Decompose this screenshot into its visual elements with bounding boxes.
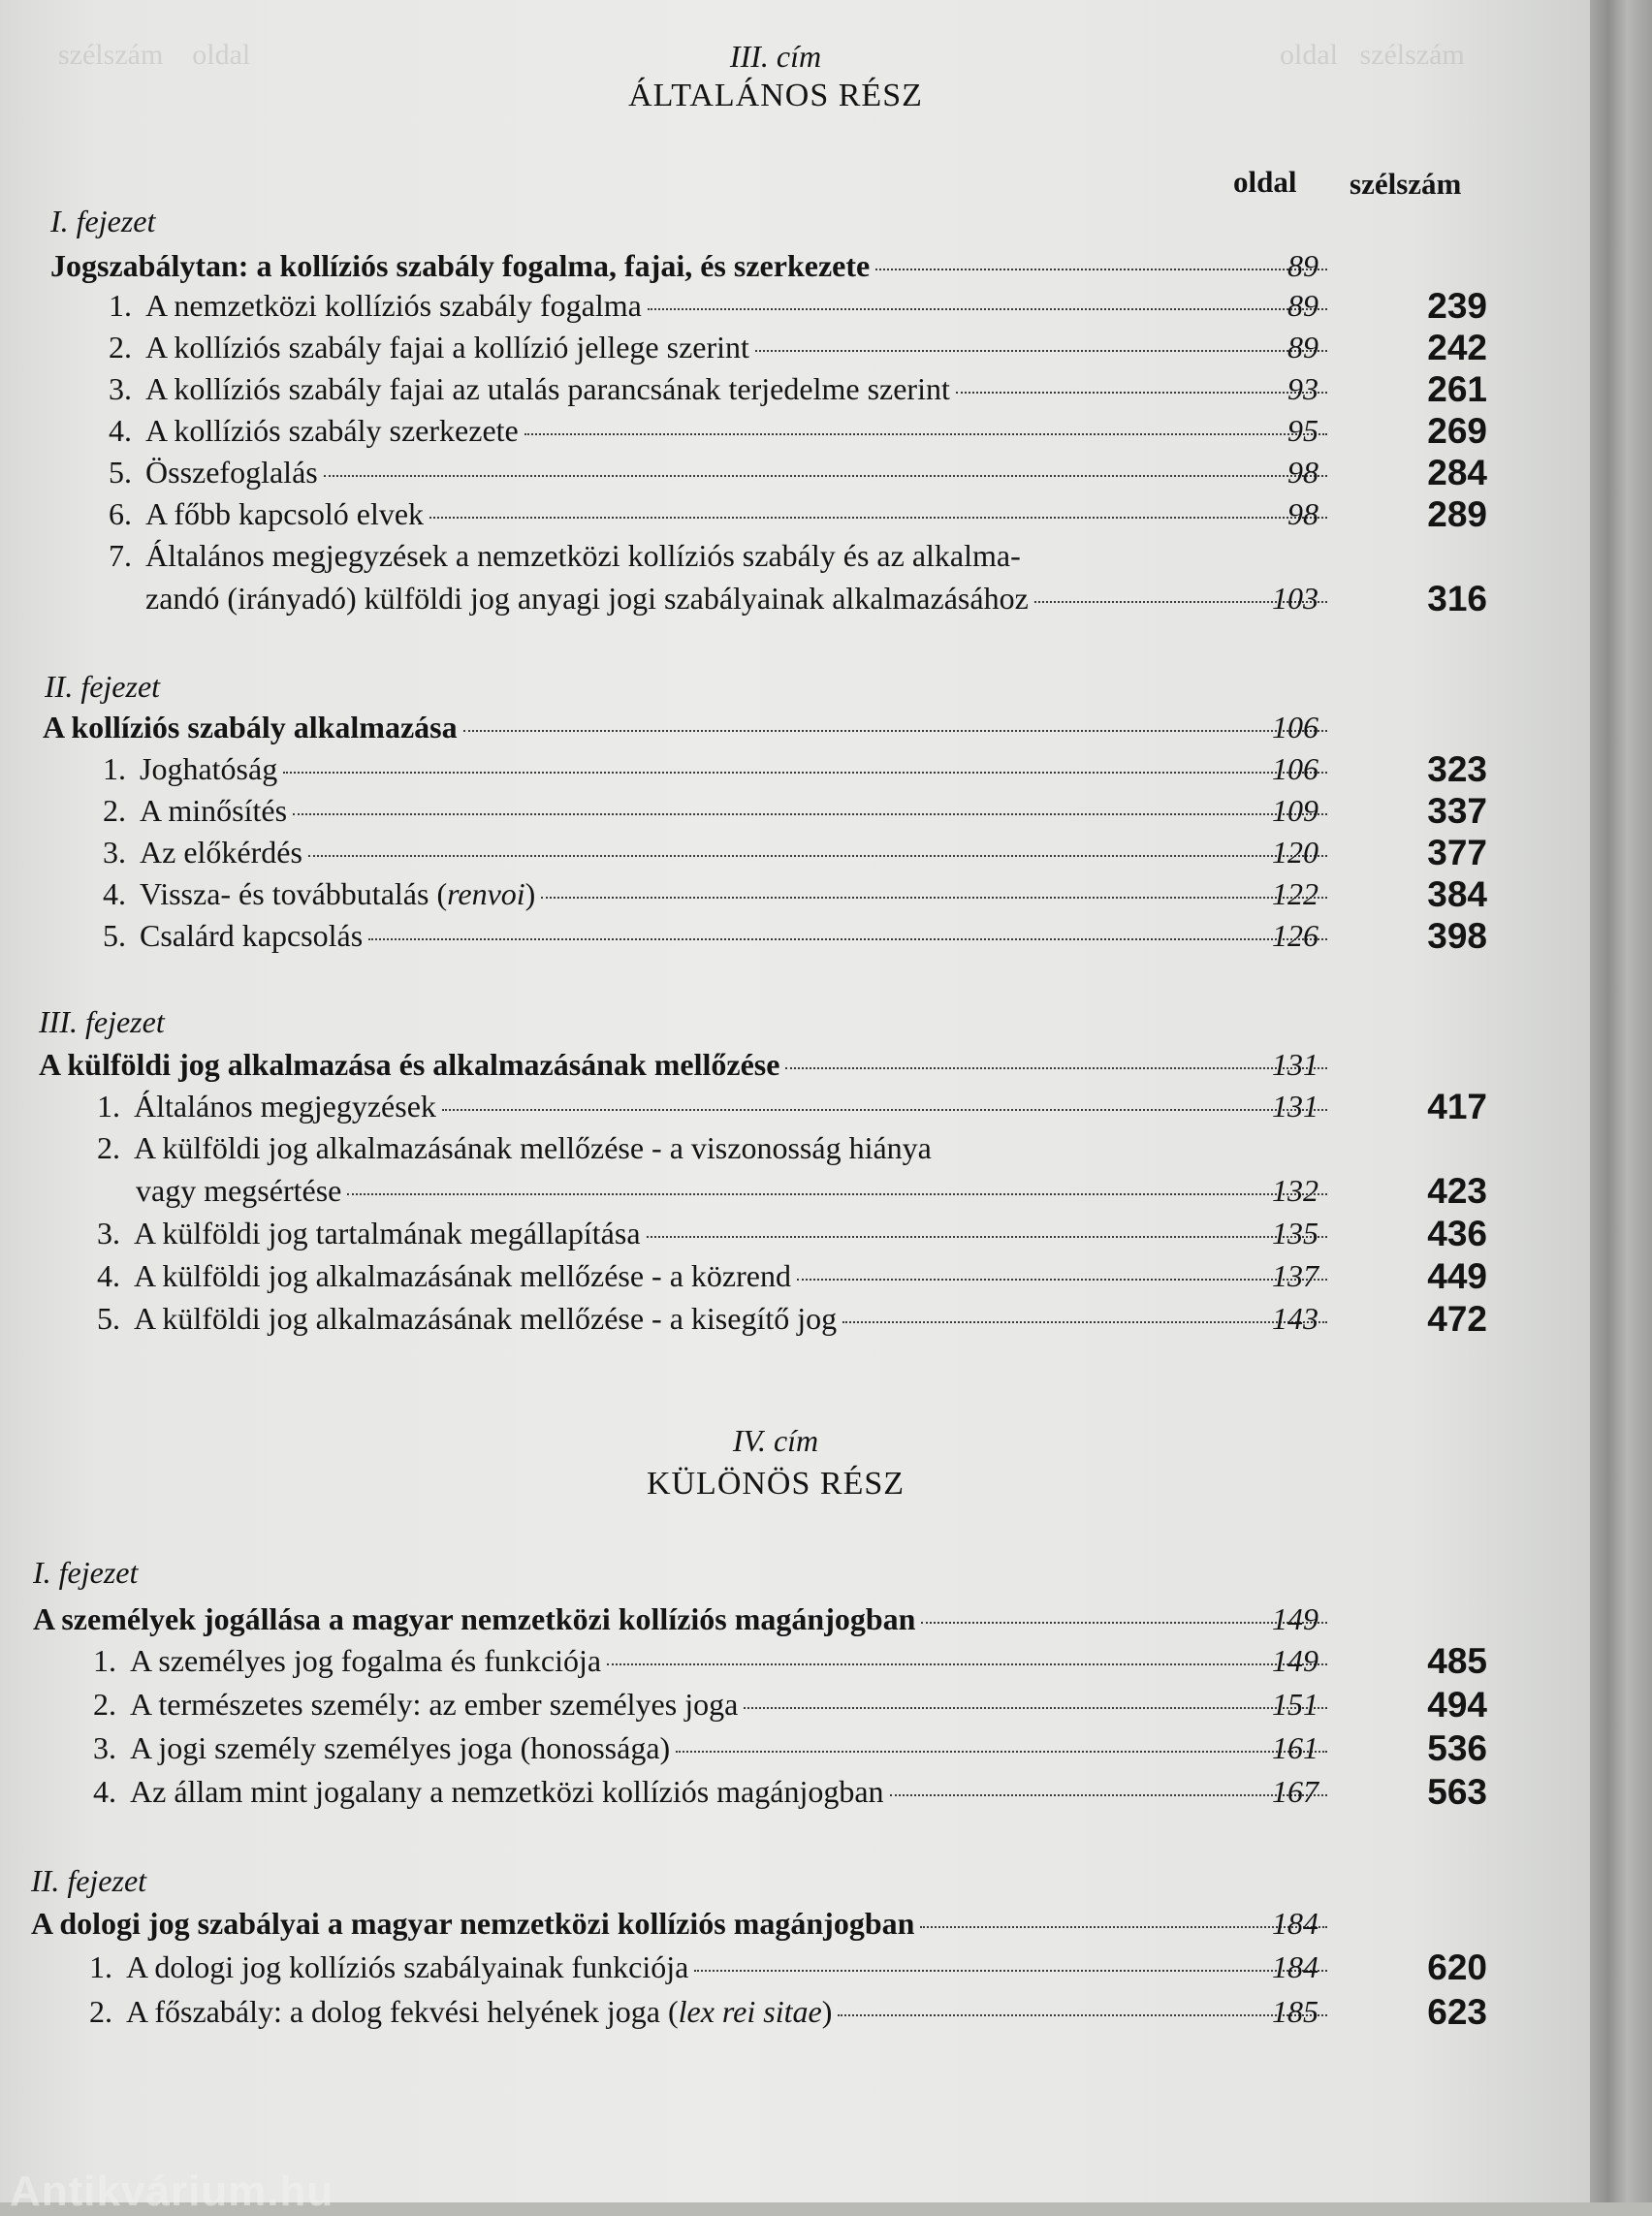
margin-number: 242 bbox=[1427, 328, 1487, 367]
page-number: 95 bbox=[1287, 413, 1318, 448]
entry-title: A kollíziós szabály fajai az utalás parancsának terjedelme szerint bbox=[145, 371, 950, 406]
toc-entry bbox=[0, 413, 1551, 452]
toc-entry bbox=[0, 496, 1551, 535]
column-header-margin-number: szélszám bbox=[1350, 167, 1462, 201]
entry-title: A külföldi jog alkalmazásának mellőzése - a közrend bbox=[134, 1258, 791, 1293]
entry-title: A dologi jog kollíziós szabályainak funkciója bbox=[126, 1949, 689, 1984]
entry-title: A jogi személy személyes joga (honossága) bbox=[130, 1730, 671, 1765]
margin-number: 384 bbox=[1427, 874, 1487, 914]
page-number: 126 bbox=[1272, 918, 1318, 953]
page-number: 93 bbox=[1287, 371, 1318, 406]
page-number: 151 bbox=[1272, 1687, 1318, 1722]
entry-title-continued: vagy megsértése bbox=[136, 1173, 342, 1208]
entry-title-italic: lex rei sitae bbox=[678, 1994, 822, 2029]
margin-number: 289 bbox=[1427, 494, 1487, 534]
toc-entry-line1 bbox=[0, 1130, 1551, 1169]
facing-page-edge bbox=[1590, 0, 1652, 2202]
part-title: KÜLÖNÖS RÉSZ bbox=[646, 1466, 905, 1502]
entry-title: A főbb kapcsoló elvek bbox=[145, 496, 425, 531]
page-number: 132 bbox=[1272, 1173, 1318, 1208]
toc-entry bbox=[0, 1089, 1551, 1127]
chapter-heading bbox=[0, 1601, 1551, 1640]
entry-number: 4. bbox=[93, 1774, 116, 1809]
toc-entry bbox=[0, 918, 1551, 957]
part-number: III. cím bbox=[729, 39, 822, 74]
margin-number: 423 bbox=[1427, 1171, 1487, 1211]
toc-entry-line2 bbox=[0, 581, 1551, 619]
page-number: 89 bbox=[1287, 288, 1318, 323]
watermark: Antikvárium.hu bbox=[10, 2168, 334, 2215]
entry-title: Joghatóság bbox=[140, 751, 278, 786]
bleed-through-text: szélszám oldal bbox=[58, 39, 251, 71]
toc-entry-line1 bbox=[0, 538, 1551, 577]
chapter-title: A személyek jogállása a magyar nemzetközi kollíziós magánjogban bbox=[33, 1601, 916, 1636]
entry-title: Általános megjegyzések bbox=[134, 1089, 436, 1124]
toc-entry bbox=[0, 1994, 1551, 2033]
chapter-label: I. fejezet bbox=[50, 204, 156, 238]
entry-number: 5. bbox=[97, 1301, 120, 1336]
margin-number: 398 bbox=[1427, 916, 1487, 956]
page-number: 161 bbox=[1272, 1730, 1318, 1765]
entry-number: 1. bbox=[97, 1089, 120, 1124]
page-number: 89 bbox=[1287, 330, 1318, 364]
chapter-label: II. fejezet bbox=[45, 669, 161, 704]
toc-entry-line2 bbox=[0, 1173, 1551, 1212]
entry-title: A nemzetközi kollíziós szabály fogalma bbox=[145, 288, 642, 323]
page-number: 89 bbox=[1287, 248, 1318, 283]
page-number: 131 bbox=[1272, 1047, 1318, 1082]
toc-entry bbox=[0, 1949, 1551, 1988]
page-number: 98 bbox=[1287, 455, 1318, 490]
entry-number: 4. bbox=[97, 1258, 120, 1293]
entry-number: 2. bbox=[93, 1687, 116, 1722]
entry-title: A természetes személy: az ember személyes joga bbox=[130, 1687, 739, 1722]
entry-title: A személyes jog fogalma és funkciója bbox=[130, 1643, 602, 1678]
margin-number: 620 bbox=[1427, 1947, 1487, 1987]
margin-number: 337 bbox=[1427, 791, 1487, 831]
entry-title: A főszabály: a dolog fekvési helyének joga ( bbox=[126, 1994, 679, 2029]
entry-title-continued: zandó (irányadó) külföldi jog anyagi jogi szabályainak alkalmazásához bbox=[145, 581, 1029, 616]
bleed-through-text: oldal szélszám bbox=[1280, 39, 1465, 71]
page-number: 106 bbox=[1272, 710, 1318, 744]
entry-number: 2. bbox=[89, 1994, 112, 2029]
page-number: 167 bbox=[1272, 1774, 1318, 1809]
margin-number: 449 bbox=[1427, 1256, 1487, 1296]
entry-number: 3. bbox=[93, 1730, 116, 1765]
entry-title-italic: renvoi bbox=[447, 876, 525, 911]
chapter-heading bbox=[0, 710, 1551, 748]
toc-entry bbox=[0, 835, 1551, 873]
page-number: 98 bbox=[1287, 496, 1318, 531]
margin-number: 284 bbox=[1427, 453, 1487, 492]
toc-entry bbox=[0, 1730, 1551, 1769]
part-title: ÁLTALÁNOS RÉSZ bbox=[628, 78, 923, 113]
page-number: 122 bbox=[1272, 876, 1318, 911]
toc-entry bbox=[0, 1301, 1551, 1340]
entry-title: A külföldi jog alkalmazásának mellőzése - a kisegítő jog bbox=[134, 1301, 838, 1336]
margin-number: 623 bbox=[1427, 1992, 1487, 2032]
entry-title-suffix: ) bbox=[821, 1994, 833, 2029]
entry-number: 5. bbox=[109, 455, 132, 490]
chapter-title: Jogszabálytan: a kollíziós szabály fogalma, fajai, és szerkezete bbox=[50, 248, 871, 283]
entry-number: 1. bbox=[89, 1949, 112, 1984]
margin-number: 536 bbox=[1427, 1728, 1487, 1768]
page-number: 103 bbox=[1272, 581, 1318, 616]
entry-title: Általános megjegyzések a nemzetközi kollíziós szabály és az alkalma- bbox=[145, 538, 1021, 573]
column-header-page: oldal bbox=[1233, 165, 1297, 199]
entry-title-suffix: ) bbox=[524, 876, 536, 911]
page-number: 184 bbox=[1272, 1949, 1318, 1984]
margin-number: 239 bbox=[1427, 286, 1487, 326]
margin-number: 472 bbox=[1427, 1299, 1487, 1339]
chapter-title: A külföldi jog alkalmazása és alkalmazásának mellőzése bbox=[39, 1047, 780, 1082]
entry-title: A kollíziós szabály fajai a kollízió jellege szerint bbox=[145, 330, 749, 364]
chapter-title: A kollíziós szabály alkalmazása bbox=[43, 710, 458, 744]
entry-number: 3. bbox=[103, 835, 126, 870]
toc-entry bbox=[0, 1643, 1551, 1682]
margin-number: 261 bbox=[1427, 369, 1487, 409]
entry-title: A külföldi jog alkalmazásának mellőzése - a viszonosság hiánya bbox=[134, 1130, 932, 1165]
entry-title: Csalárd kapcsolás bbox=[140, 918, 364, 953]
page-number: 109 bbox=[1272, 793, 1318, 828]
page-number: 120 bbox=[1272, 835, 1318, 870]
page-number: 184 bbox=[1272, 1906, 1318, 1941]
margin-number: 269 bbox=[1427, 411, 1487, 451]
toc-entry bbox=[0, 1687, 1551, 1725]
toc-entry bbox=[0, 876, 1551, 915]
entry-number: 6. bbox=[109, 496, 132, 531]
margin-number: 494 bbox=[1427, 1685, 1487, 1725]
page-number: 137 bbox=[1272, 1258, 1318, 1293]
page-number: 143 bbox=[1272, 1301, 1318, 1336]
page-number: 135 bbox=[1272, 1216, 1318, 1250]
page-number: 131 bbox=[1272, 1089, 1318, 1124]
margin-number: 323 bbox=[1427, 749, 1487, 789]
chapter-label: II. fejezet bbox=[31, 1863, 147, 1898]
chapter-heading bbox=[0, 1906, 1551, 1945]
entry-number: 7. bbox=[109, 538, 132, 573]
margin-number: 436 bbox=[1427, 1214, 1487, 1253]
entry-title: Az állam mint jogalany a nemzetközi kollíziós magánjogban bbox=[130, 1774, 884, 1809]
entry-title: A kollíziós szabály szerkezete bbox=[145, 413, 519, 448]
toc-entry bbox=[0, 455, 1551, 493]
toc-entry bbox=[0, 1774, 1551, 1813]
margin-number: 485 bbox=[1427, 1641, 1487, 1681]
page-number: 185 bbox=[1272, 1994, 1318, 2029]
page-number: 149 bbox=[1272, 1643, 1318, 1678]
margin-number: 417 bbox=[1427, 1087, 1487, 1126]
entry-number: 4. bbox=[103, 876, 126, 911]
entry-number: 2. bbox=[103, 793, 126, 828]
margin-number: 316 bbox=[1427, 579, 1487, 618]
margin-number: 377 bbox=[1427, 833, 1487, 872]
entry-title: Vissza- és továbbutalás ( bbox=[140, 876, 448, 911]
entry-title: A külföldi jog tartalmának megállapítása bbox=[134, 1216, 641, 1250]
entry-number: 2. bbox=[109, 330, 132, 364]
toc-entry bbox=[0, 288, 1551, 327]
entry-number: 2. bbox=[97, 1130, 120, 1165]
entry-number: 1. bbox=[103, 751, 126, 786]
toc-entry bbox=[0, 371, 1551, 410]
entry-title: A minősítés bbox=[140, 793, 288, 828]
toc-entry bbox=[0, 751, 1551, 790]
entry-number: 1. bbox=[93, 1643, 116, 1678]
toc-entry bbox=[0, 330, 1551, 368]
entry-title: Összefoglalás bbox=[145, 455, 318, 490]
entry-number: 1. bbox=[109, 288, 132, 323]
entry-number: 5. bbox=[103, 918, 126, 953]
chapter-title: A dologi jog szabályai a magyar nemzetközi kollíziós magánjogban bbox=[31, 1906, 915, 1941]
entry-number: 4. bbox=[109, 413, 132, 448]
toc-entry bbox=[0, 793, 1551, 832]
entry-number: 3. bbox=[97, 1216, 120, 1250]
chapter-label: I. fejezet bbox=[33, 1555, 139, 1590]
chapter-label: III. fejezet bbox=[39, 1004, 165, 1039]
page-number: 149 bbox=[1272, 1601, 1318, 1636]
entry-title: Az előkérdés bbox=[140, 835, 302, 870]
toc-entry bbox=[0, 1258, 1551, 1297]
toc-entry bbox=[0, 1216, 1551, 1254]
entry-number: 3. bbox=[109, 371, 132, 406]
chapter-heading bbox=[0, 248, 1551, 287]
part-number: IV. cím bbox=[732, 1423, 819, 1458]
chapter-heading bbox=[0, 1047, 1551, 1086]
page-number: 106 bbox=[1272, 751, 1318, 786]
margin-number: 563 bbox=[1427, 1772, 1487, 1812]
